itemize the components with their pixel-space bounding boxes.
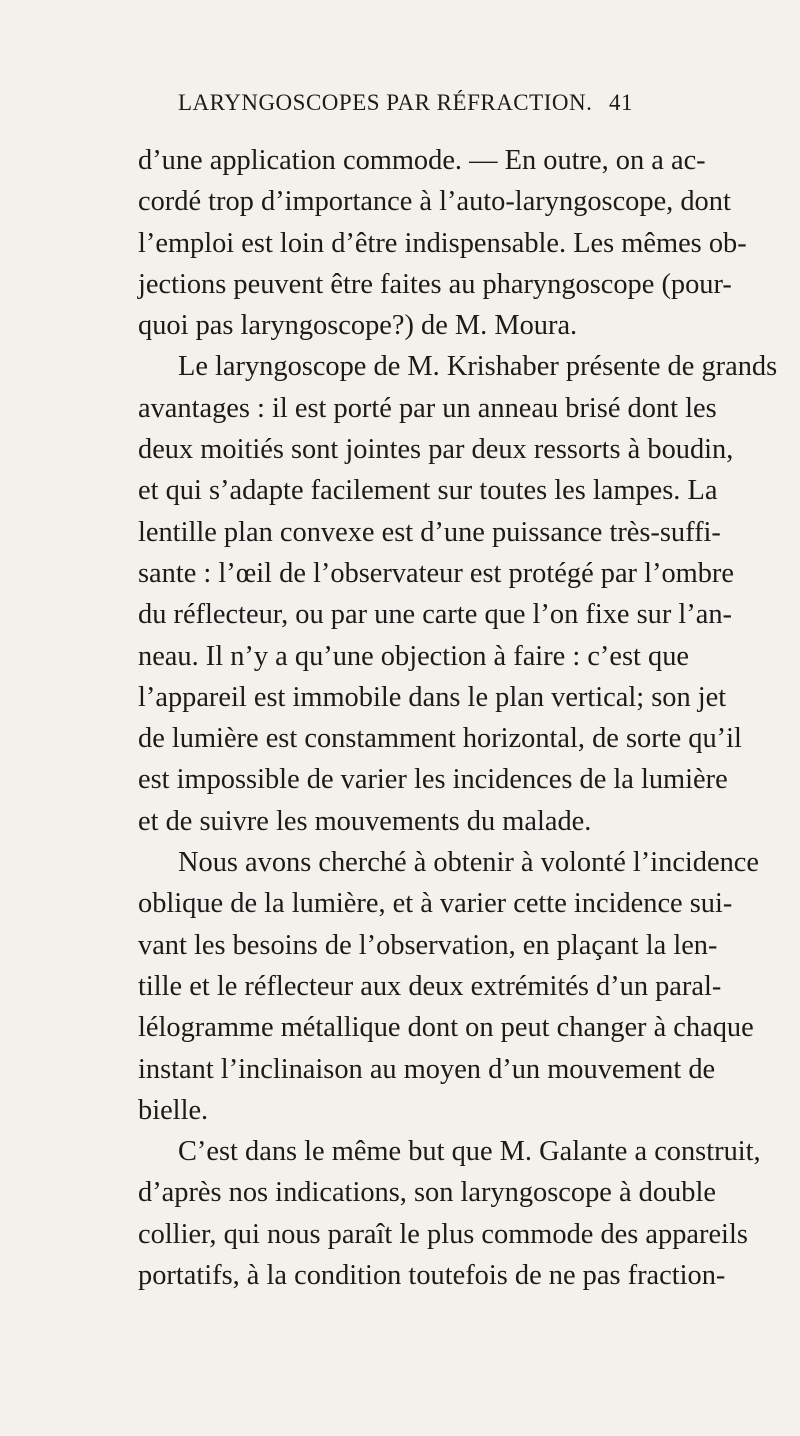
text-line: l’emploi est loin d’être indispensable. Les mêmes ob-: [138, 227, 747, 259]
text-line: cordé trop d’importance à l’auto-laryngoscope, dont: [138, 186, 731, 218]
text-line: instant l’inclinaison au moyen d’un mouvement de: [138, 1053, 716, 1085]
text-line: et de suivre les mouvements du malade.: [138, 805, 592, 837]
running-title: LARYNGOSCOPES PAR RÉFRACTION.: [178, 90, 593, 115]
text-line: deux moitiés sont jointes par deux ressorts à boudin,: [138, 434, 734, 466]
text-line: collier, qui nous paraît le plus commode des appareils: [138, 1218, 748, 1250]
text-line: lélogramme métallique dont on peut changer à chaque: [138, 1012, 754, 1044]
text-line: tille et le réflecteur aux deux extrémités d’un paral-: [138, 970, 722, 1002]
text-line: bielle.: [138, 1094, 209, 1126]
text-line: d’après nos indications, son laryngoscope à double: [138, 1177, 716, 1209]
text-line: neau. Il n’y a qu’une objection à faire : c’est que: [138, 640, 690, 672]
text-line: quoi pas laryngoscope?) de M. Moura.: [138, 310, 578, 342]
text-line: Le laryngoscope de M. Krishaber présente de grands: [178, 351, 778, 383]
text-line: jections peuvent être faites au pharyngoscope (pour-: [138, 268, 732, 300]
page-number: 41: [609, 90, 633, 115]
text-line: et qui s’adapte facilement sur toutes les lampes. La: [138, 475, 718, 507]
text-line: du réflecteur, ou par une carte que l’on fixe sur l’an-: [138, 599, 732, 631]
text-line: l’appareil est immobile dans le plan vertical; son jet: [138, 681, 727, 713]
text-line: oblique de la lumière, et à varier cette incidence sui-: [138, 888, 733, 920]
text-line: avantages : il est porté par un anneau brisé dont les: [138, 392, 717, 424]
text-line: vant les besoins de l’observation, en plaçant la len-: [138, 929, 718, 961]
text-line: est impossible de varier les incidences de la lumière: [138, 764, 728, 796]
text-line: Nous avons cherché à obtenir à volonté l’incidence: [178, 847, 759, 879]
text-line: lentille plan convexe est d’une puissance très-suffi-: [138, 516, 721, 548]
body-text: [138, 140, 778, 1296]
text-line: de lumière est constamment horizontal, de sorte qu’il: [138, 723, 742, 755]
text-line: portatifs, à la condition toutefois de ne pas fraction-: [138, 1260, 726, 1292]
text-line: C’est dans le même but que M. Galante a construit,: [178, 1136, 761, 1168]
page-header: [178, 90, 633, 120]
text-line: d’une application commode. — En outre, on a ac-: [138, 145, 706, 176]
text-line: sante : l’œil de l’observateur est protégé par l’ombre: [138, 557, 734, 589]
